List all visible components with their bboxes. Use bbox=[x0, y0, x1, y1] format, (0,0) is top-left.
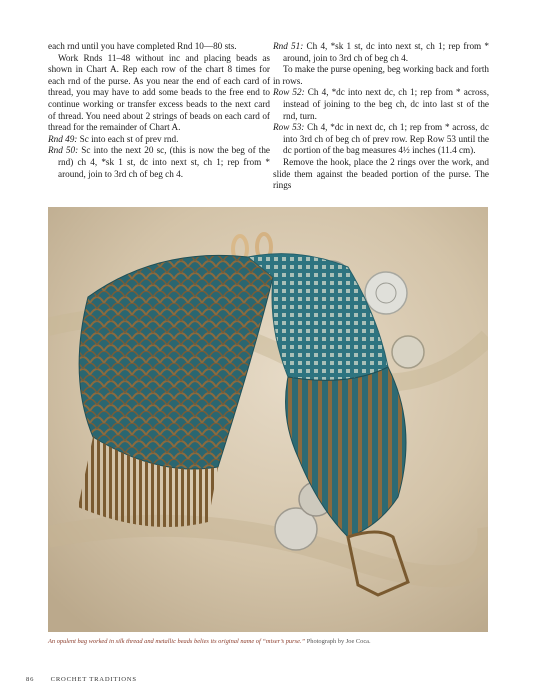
instruction-row-52: Row 52: Ch 4, *dc into next dc, ch 1; rep from * across, instead of joining to the beg ch, dc into last st of the rnd, turn. bbox=[273, 87, 490, 121]
page-footer bbox=[26, 676, 137, 683]
paragraph: To make the purse opening, beg working back and forth in rows. bbox=[273, 64, 489, 86]
photo-credit: Photograph by Joe Coca. bbox=[306, 638, 371, 645]
purse-photograph bbox=[48, 207, 488, 632]
photo-caption: An opulent bag worked in silk thread and metallic beads belies its original name of “miser’s purse.” Photograph by Joe Coca. bbox=[48, 638, 371, 645]
paragraph: Work Rnds 11–48 without inc and placing beads as shown in Chart A. Rep each row of the chart 8 times for each rnd of the purse. As you near the end of each card of thread, you may have to add some beads to the free end to continue working or transfer excess beads to the next card of thread. You need about 2 strings of beads on each card of thread for the remainder of Chart A. bbox=[48, 52, 270, 133]
paragraph: each rnd until you have completed Rnd 10—80 sts. bbox=[48, 41, 237, 51]
right-text-column bbox=[273, 41, 489, 192]
instruction-rnd-50: Rnd 50: Sc into the next 20 sc, (this is now the beg of the rnd) ch 4, *sk 1 st, dc into next st, ch 1; rep from * around, join to 3rd ch of beg ch 4. bbox=[48, 145, 271, 179]
left-text-column bbox=[48, 41, 270, 180]
paragraph: Remove the hook, place the 2 rings over the work, and slide them against the beaded portion of the purse. The rings bbox=[273, 156, 489, 191]
book-title: CROCHET TRADITIONS bbox=[50, 676, 137, 683]
page-number: 86 bbox=[26, 676, 35, 683]
instruction-row-53: Row 53: Ch 4, *dc in next dc, ch 1; rep from * across, dc into 3rd ch of beg ch of prev row. Rep Row 53 until the dc portion of the bag measures 4½ inches (11.4 cm). bbox=[273, 122, 489, 156]
purse-illustration bbox=[48, 207, 488, 632]
instruction-rnd-51: Rnd 51: Ch 4, *sk 1 st, dc into next st, ch 1; rep from * around, join to 3rd ch of beg ch 4. bbox=[273, 41, 490, 63]
instruction-rnd-49: Rnd 49: Sc into each st of prev rnd. bbox=[48, 133, 179, 144]
